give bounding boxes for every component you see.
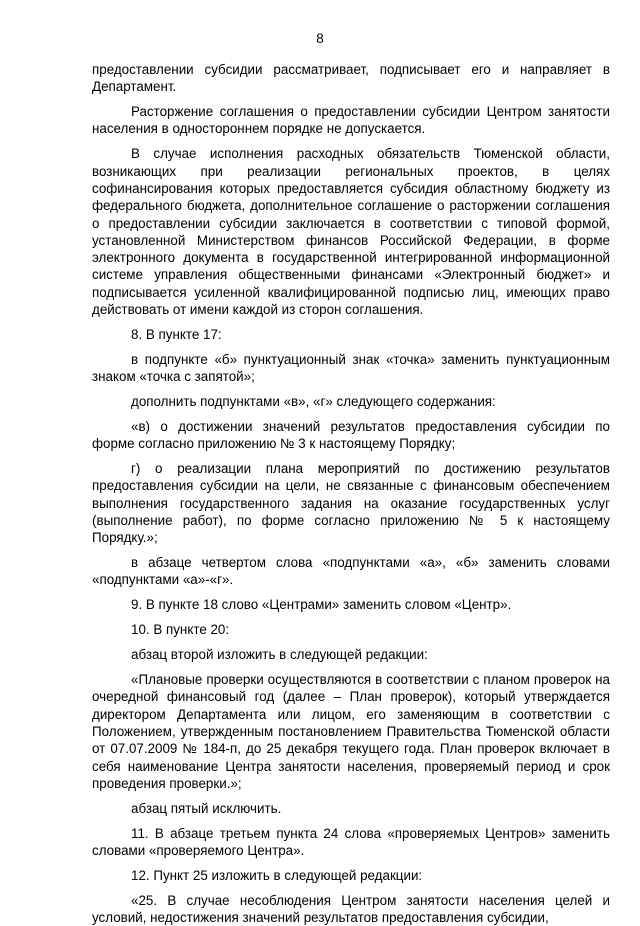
- paragraph: абзац второй изложить в следующей редакции:: [131, 647, 428, 663]
- paragraph: дополнить подпунктами «в», «г» следующего содержания:: [131, 394, 496, 410]
- paragraph: «в) о достижении значений результатов предоставления субсидии по форме согласно приложению № 3 к настоящему Порядку;: [92, 418, 610, 452]
- page-number: 8: [316, 31, 324, 46]
- paragraph: абзац пятый исключить.: [131, 800, 282, 816]
- paragraph: в подпункте «б» пунктуационный знак «точка» заменить пунктуационным знаком «точка с запятой»;: [92, 351, 610, 385]
- paragraph: 12. Пункт 25 изложить в следующей редакции:: [131, 867, 423, 883]
- paragraph: «Плановые проверки осуществляются в соответствии с планом проверок на очередной финансовый год (далее – План проверок), который утверждается директором Департамента или лицом, его заменяющим в соответствии с Положением, утвержденным постановлением Правительства Тюменской области от 07.07.2009 № 184-п, до 25 декабря текущего года. План проверок включает в себя наименование Центра занятости населения, проверяемый период и срок проведения проверки.»;: [92, 672, 610, 791]
- paragraph: предоставлении субсидии рассматривает, подписывает его и направляет в Департамент.: [92, 62, 610, 95]
- paragraph: в абзаце четвертом слова «подпунктами «а», «б» заменить словами «подпунктами «а»-«г».: [92, 555, 610, 588]
- paragraph: 11. В абзаце третьем пункта 24 слова «проверяемых Центров» заменить словами «проверяемого Центра».: [92, 825, 610, 858]
- paragraph: г) о реализации плана мероприятий по достижению результатов предоставления субсидии на цели, не связанные с финансовым обеспечением выполнения государственного задания на оказание государственных услуг (выполнение работ), по форме согласно приложению № 5 к настоящему Порядку.»;: [92, 461, 610, 546]
- paragraph: Расторжение соглашения о предоставлении субсидии Центром занятости населения в одностороннем порядке не допускается.: [92, 104, 610, 137]
- paragraph: В случае исполнения расходных обязательств Тюменской области, возникающих при реализации региональных проектов, в целях софинансирования которых предоставляется субсидия областному бюджету из федерального бюджета, дополнительное соглашение о расторжении соглашения о предоставлении субсидии заключается в соответствии с типовой формой, установленной Министерством финансов Российской Федерации, в форме электронного документа в государственной интегрированной информационной системе управления общественными финансами «Электронный бюджет» и подписывается усиленной квалифицированной подписью лиц, имеющих право действовать от имени каждой из сторон соглашения.: [92, 146, 610, 318]
- paragraph: 8. В пункте 17:: [131, 326, 222, 342]
- paragraph: 10. В пункте 20:: [131, 622, 230, 638]
- document-body: [92, 61, 610, 926]
- paragraph: 9. В пункте 18 слово «Центрами» заменить словом «Центр».: [131, 597, 512, 613]
- paragraph: «25. В случае несоблюдения Центром занятости населения целей и условий, недостижения значений результатов предоставления субсидии,: [92, 892, 610, 925]
